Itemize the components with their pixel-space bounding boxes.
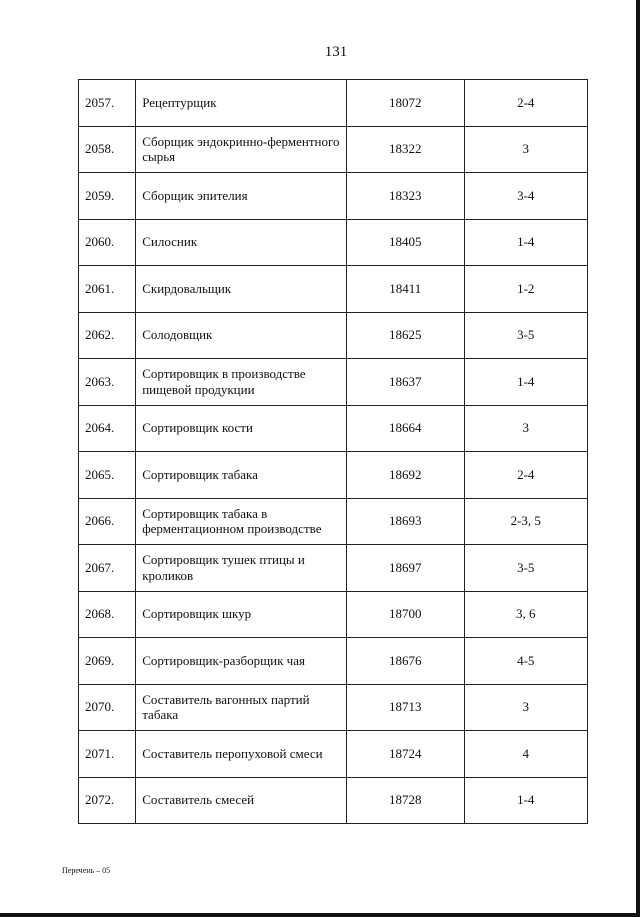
profession-code: 18322 (347, 126, 464, 173)
profession-code: 18323 (347, 173, 464, 220)
row-number: 2066. (79, 498, 136, 545)
table-row (79, 638, 588, 685)
grade-range: 2-4 (464, 452, 588, 499)
profession-code: 18637 (347, 359, 464, 406)
row-number: 2062. (79, 312, 136, 359)
row-number: 2058. (79, 126, 136, 173)
profession-code: 18713 (347, 684, 464, 731)
table-row (79, 173, 588, 220)
table-row (79, 452, 588, 499)
table-row (79, 498, 588, 545)
row-number: 2064. (79, 405, 136, 452)
profession-code: 18697 (347, 545, 464, 592)
table-row (79, 312, 588, 359)
table-row (79, 591, 588, 638)
grade-range: 3-5 (464, 545, 588, 592)
profession-name: Солодовщик (136, 312, 347, 359)
table-row (79, 731, 588, 778)
profession-code: 18411 (347, 266, 464, 313)
grade-range: 1-4 (464, 777, 588, 824)
row-number: 2072. (79, 777, 136, 824)
profession-code: 18072 (347, 80, 464, 127)
profession-code: 18693 (347, 498, 464, 545)
scan-edge-right (636, 0, 640, 917)
table-row (79, 359, 588, 406)
profession-code: 18676 (347, 638, 464, 685)
grade-range: 4-5 (464, 638, 588, 685)
table-row (79, 684, 588, 731)
grade-range: 1-2 (464, 266, 588, 313)
profession-name: Сортировщик тушек птицы и кроликов (136, 545, 347, 592)
row-number: 2063. (79, 359, 136, 406)
table-row (79, 126, 588, 173)
grade-range: 2-4 (464, 80, 588, 127)
row-number: 2057. (79, 80, 136, 127)
grade-range: 3-5 (464, 312, 588, 359)
profession-code: 18700 (347, 591, 464, 638)
profession-code: 18664 (347, 405, 464, 452)
profession-name: Сортировщик-разборщик чая (136, 638, 347, 685)
profession-code: 18692 (347, 452, 464, 499)
profession-code: 18405 (347, 219, 464, 266)
grade-range: 3-4 (464, 173, 588, 220)
profession-name: Рецептурщик (136, 80, 347, 127)
profession-name: Составитель вагонных партий табака (136, 684, 347, 731)
profession-code: 18625 (347, 312, 464, 359)
grade-range: 3 (464, 126, 588, 173)
grade-range: 3, 6 (464, 591, 588, 638)
profession-name: Сортировщик в производстве пищевой продукции (136, 359, 347, 406)
table-row (79, 545, 588, 592)
row-number: 2059. (79, 173, 136, 220)
row-number: 2061. (79, 266, 136, 313)
row-number: 2069. (79, 638, 136, 685)
grade-range: 4 (464, 731, 588, 778)
row-number: 2068. (79, 591, 136, 638)
table-row (79, 405, 588, 452)
row-number: 2060. (79, 219, 136, 266)
profession-table (78, 79, 588, 824)
profession-code: 18728 (347, 777, 464, 824)
row-number: 2065. (79, 452, 136, 499)
profession-code: 18724 (347, 731, 464, 778)
footer-label: Перечень – 05 (62, 866, 111, 875)
row-number: 2067. (79, 545, 136, 592)
row-number: 2071. (79, 731, 136, 778)
grade-range: 1-4 (464, 359, 588, 406)
profession-name: Сортировщик шкур (136, 591, 347, 638)
table-row (79, 777, 588, 824)
profession-name: Составитель перопуховой смеси (136, 731, 347, 778)
profession-name: Составитель смесей (136, 777, 347, 824)
profession-name: Силосник (136, 219, 347, 266)
table-body (79, 80, 588, 824)
grade-range: 1-4 (464, 219, 588, 266)
profession-name: Скирдовальщик (136, 266, 347, 313)
profession-name: Сортировщик кости (136, 405, 347, 452)
grade-range: 3 (464, 405, 588, 452)
profession-name: Сортировщик табака (136, 452, 347, 499)
table-row (79, 219, 588, 266)
grade-range: 2-3, 5 (464, 498, 588, 545)
profession-name: Сборщик эндокринно-ферментного сырья (136, 126, 347, 173)
table-row (79, 266, 588, 313)
page-number: 131 (324, 44, 348, 60)
profession-name: Сборщик эпителия (136, 173, 347, 220)
profession-name: Сортировщик табака в ферментационном производстве (136, 498, 347, 545)
scan-edge-bottom (0, 913, 640, 917)
row-number: 2070. (79, 684, 136, 731)
table-row (79, 80, 588, 127)
grade-range: 3 (464, 684, 588, 731)
